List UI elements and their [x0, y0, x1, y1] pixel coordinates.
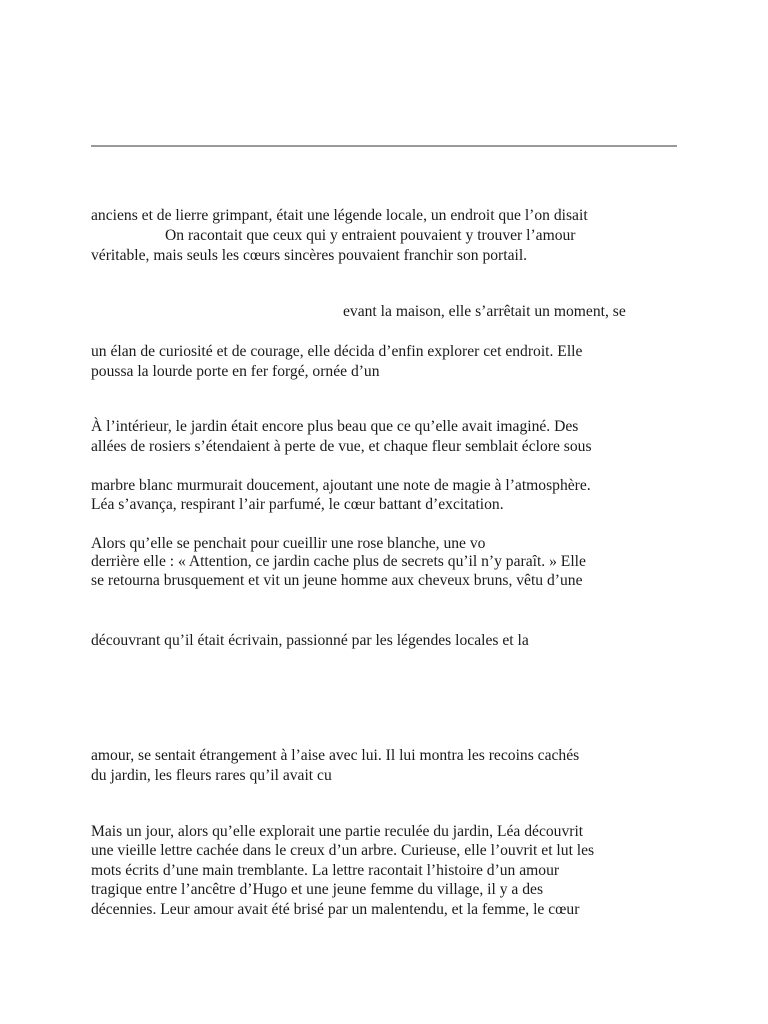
text-line-18: une vieille lettre cachée dans le creux d’un arbre. Curieuse, elle l’ouvrit et lut les — [91, 842, 595, 859]
text-line-13: se retourna brusquement et vit un jeune homme aux cheveux bruns, vêtu d’une — [91, 572, 583, 589]
text-line-14: découvrant qu’il était écrivain, passionné par les légendes locales et la — [91, 632, 529, 649]
text-line-15: amour, se sentait étrangement à l’aise avec lui. Il lui montra les recoins cachés — [91, 747, 580, 764]
text-line-17: Mais un jour, alors qu’elle explorait une partie reculée du jardin, Léa découvrit — [91, 823, 584, 840]
text-line-16: du jardin, les fleurs rares qu’il avait cu — [91, 767, 332, 784]
text-line-2: On racontait que ceux qui y entraient pouvaient y trouver l’amour — [165, 227, 576, 244]
text-line-7: À l’intérieur, le jardin était encore plus beau que ce qu’elle avait imaginé. Des — [91, 418, 579, 435]
text-line-5: un élan de curiosité et de courage, elle décida d’enfin explorer cet endroit. Elle — [91, 343, 583, 360]
text-line-6: poussa la lourde porte en fer forgé, ornée d’un — [91, 363, 380, 380]
text-line-3: véritable, mais seuls les cœurs sincères pouvaient franchir son portail. — [91, 247, 528, 264]
text-line-8: allées de rosiers s’étendaient à perte de vue, et chaque fleur semblait éclore sous — [91, 438, 592, 455]
text-line-1: anciens et de lierre grimpant, était une légende locale, un endroit que l’on disait — [91, 207, 588, 224]
header-rule — [91, 145, 677, 147]
text-line-12: derrière elle : « Attention, ce jardin cache plus de secrets qu’il n’y paraît. » Elle — [91, 553, 586, 570]
text-line-10: Léa s’avança, respirant l’air parfumé, le cœur battant d’excitation. — [91, 496, 504, 513]
text-line-21: décennies. Leur amour avait été brisé par un malentendu, et la femme, le cœur — [91, 901, 580, 918]
text-line-20: tragique entre l’ancêtre d’Hugo et une jeune femme du village, il y a des — [91, 881, 544, 898]
text-line-11: Alors qu’elle se penchait pour cueillir une rose blanche, une vo — [91, 535, 486, 552]
text-line-4: evant la maison, elle s’arrêtait un moment, se — [343, 303, 626, 320]
text-line-19: mots écrits d’une main tremblante. La lettre racontait l’histoire d’un amour — [91, 862, 560, 879]
text-line-9: marbre blanc murmurait doucement, ajoutant une note de magie à l’atmosphère. — [91, 477, 591, 494]
